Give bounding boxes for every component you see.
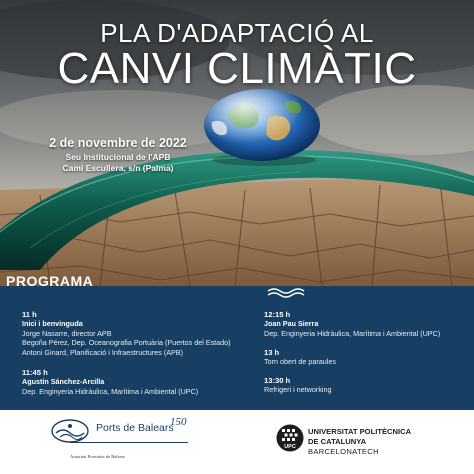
programme-slot-13h (264, 348, 336, 367)
programme-panel (0, 286, 474, 410)
ports-subtitle: Autoritat Portuària de Balears (70, 454, 125, 459)
upc-acronym: UPC (284, 444, 296, 450)
speaker-line: Dep. Enginyeria Hidràulica, Marítima i Ambiental (UPC) (22, 386, 199, 396)
title-line-2: CANVI CLIMÀTIC (57, 44, 417, 93)
speaker-line: Jorge Nasarre, director APB (22, 328, 112, 338)
wave-icon (266, 286, 306, 298)
speaker-line: Antoni Ginard, Planificació i Infraestructures (APB) (22, 347, 183, 357)
venue-line-1: Seu Institucional de l'APB (65, 152, 171, 162)
programme-slot-1145h (22, 368, 198, 396)
slot-time: 13:30 h (264, 376, 291, 385)
slot-time: 13 h (264, 348, 280, 357)
title-line-1: PLA D'ADAPTACIÓ AL (100, 18, 374, 48)
speaker-line: Begoña Pérez, Dep. Oceanografia Portuària (Puertos del Estado) (22, 338, 231, 348)
upc-logo (276, 424, 304, 452)
ports-de-balears-name: Ports de Balears (96, 422, 174, 434)
upc-name-line-2: DE CATALUNYA (308, 437, 367, 446)
footer-divider (70, 442, 188, 443)
ports-anniversary-mark: 150 (170, 416, 187, 428)
programa-heading: PROGRAMA (6, 273, 94, 286)
slot-time: 12:15 h (264, 310, 291, 319)
upc-name-line-1: UNIVERSITAT POLITÈCNICA (308, 427, 412, 436)
upc-name-line-3: BARCELONATECH (308, 447, 379, 456)
ports-de-balears-logo (50, 418, 90, 444)
footer-logos (0, 410, 474, 474)
venue-line-2: Camí Escullera, s/n (Palma) (62, 163, 174, 173)
slot-time: 11 h (22, 310, 37, 319)
slot-heading: Joan Pau Sierra (264, 319, 319, 329)
event-date: 2 de novembre de 2022 (49, 136, 187, 150)
slot-description: Torn obert de paraules (264, 357, 336, 367)
slot-heading: Inici i benvinguda (22, 319, 83, 329)
slot-description: Refrigeri i networking (264, 385, 332, 395)
programme-slot-1330h (264, 376, 332, 395)
programme-slot-11h (22, 310, 231, 357)
speaker-line: Dep. Enginyeria Hidràulica, Marítima i Ambiental (UPC) (264, 328, 441, 338)
slot-heading: Agustín Sánchez-Arcilla (22, 377, 105, 387)
programme-slot-1215h (264, 310, 440, 338)
slot-time: 11:45 h (22, 368, 48, 377)
